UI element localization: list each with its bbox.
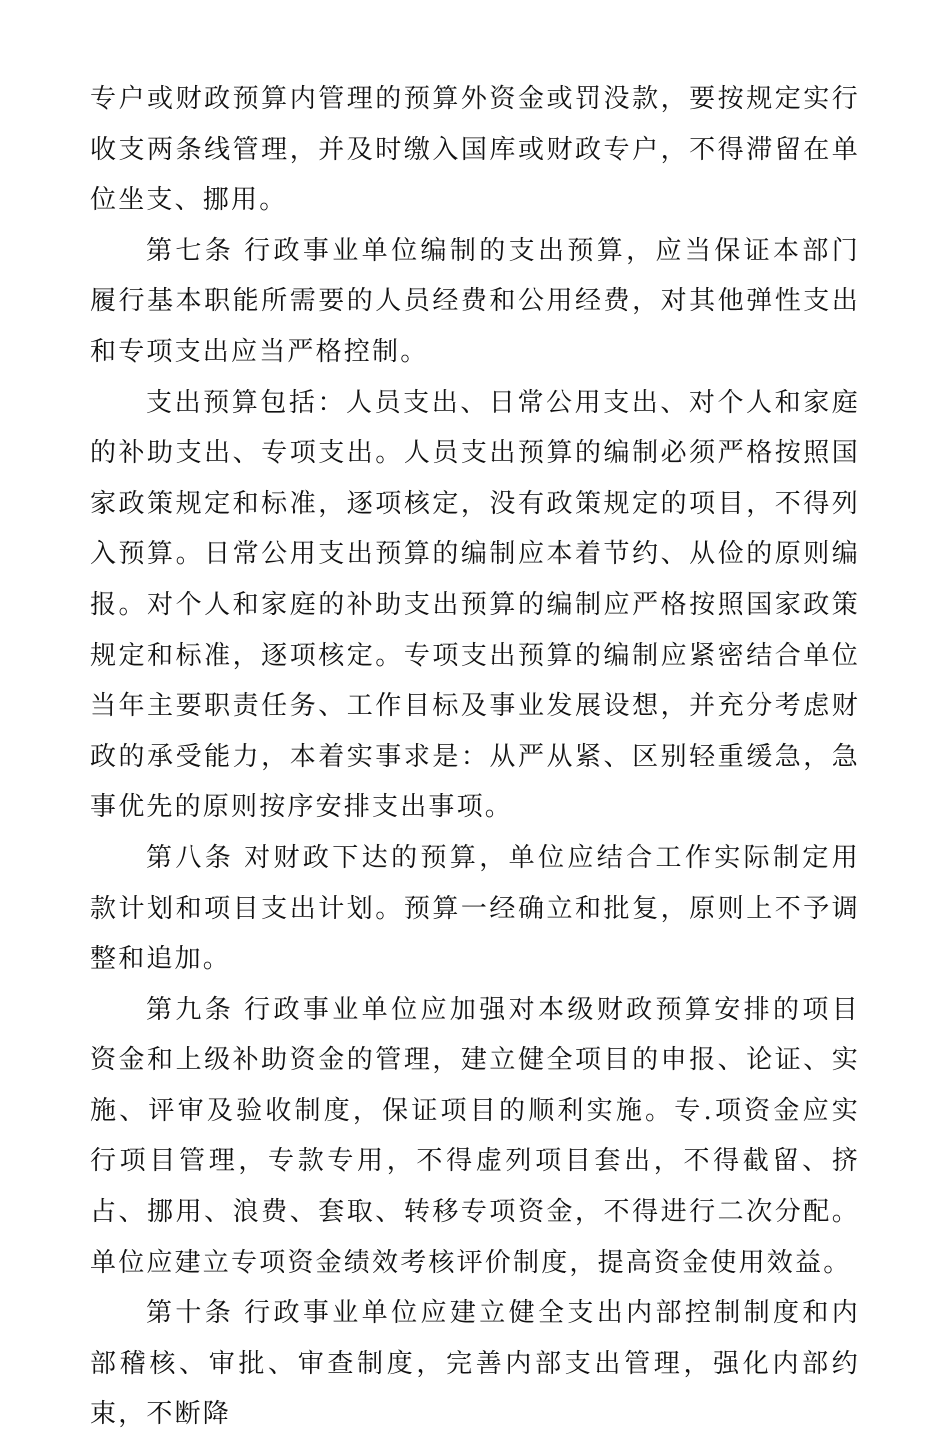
- body-text: [90, 74, 860, 1440]
- article-number: 第十条: [146, 1298, 235, 1329]
- article-number: 第八条: [146, 842, 235, 873]
- paragraph-expenditure-budget: [90, 378, 860, 833]
- paragraph-text: 对财政下达的预算，单位应结合工作实际制定用款计划和项目支出计划。预算一经确立和批复，原则上不予调整和追加。: [90, 842, 860, 975]
- paragraph-article-7: [90, 226, 860, 378]
- paragraph-text: 行政事业单位应建立健全支出内部控制制度和内部稽核、审批、审查制度，完善内部支出管理，强化内部约束，不断降: [90, 1298, 860, 1430]
- paragraph-text: 行政事业单位编制的支出预算，应当保证本部门履行基本职能所需要的人员经费和公用经费，对其他弹性支出和专项支出应当严格控制。: [90, 235, 860, 367]
- article-number: 第九条: [146, 994, 235, 1025]
- paragraph-article-8: [90, 833, 860, 985]
- paragraph-text: 专户或财政预算内管理的预算外资金或罚没款，要按规定实行收支两条线管理，并及时缴入国库或财政专户，不得滞留在单位坐支、挪用。: [90, 84, 860, 216]
- article-number: 第七条: [146, 235, 235, 266]
- paragraph-continuation: [90, 74, 860, 226]
- paragraph-article-9: [90, 985, 860, 1289]
- paragraph-text: 支出预算包括：人员支出、日常公用支出、对个人和家庭的补助支出、专项支出。人员支出预算的编制必须严格按照国家政策规定和标准，逐项核定，没有政策规定的项目，不得列入预算。日常公用支出预算的编制应本着节约、从俭的原则编报。对个人和家庭的补助支出预算的编制应严格按照国家政策规定和标准，逐项核定。专项支出预算的编制应紧密结合单位当年主要职责任务、工作目标及事业发展设想，并充分考虑财政的承受能力，本着实事求是：从严从紧、区别轻重缓急，急事优先的原则按序安排支出事项。: [90, 387, 860, 823]
- paragraph-article-10: [90, 1288, 860, 1440]
- paragraph-text: 行政事业单位应加强对本级财政预算安排的项目资金和上级补助资金的管理，建立健全项目的申报、论证、实施、评审及验收制度，保证项目的顺利实施。专.项资金应实行项目管理，专款专用，不得虚列项目套出，不得截留、挤占、挪用、浪费、套取、转移专项资金，不得进行二次分配。单位应建立专项资金绩效考核评价制度，提高资金使用效益。: [90, 994, 860, 1278]
